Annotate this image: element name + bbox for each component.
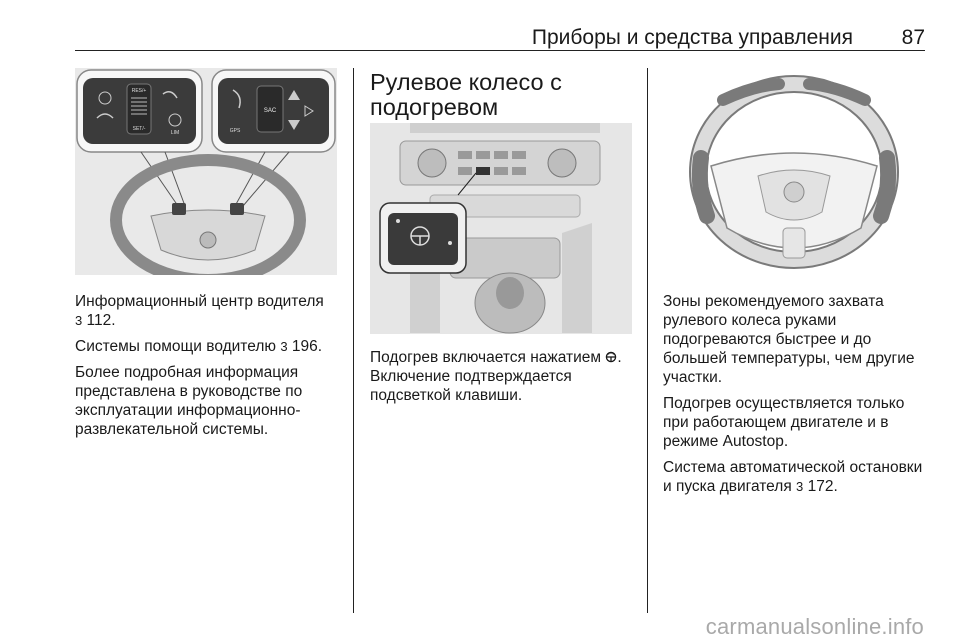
right-column-text <box>663 292 928 503</box>
label-gps: GPS <box>229 128 241 134</box>
paragraph-driver-assist: Системы помощи водителю 3 196. <box>75 338 323 355</box>
heated-steering-wheel-icon <box>605 349 617 366</box>
reference-arrow-icon: 3 <box>280 339 288 354</box>
label-sac: SAC <box>263 108 277 114</box>
page-ref-link[interactable]: 196. <box>291 338 323 355</box>
paragraph-heating-activation: Подогрев включается нажатием . Включение подтверждается подсветкой клавиши. <box>370 349 622 404</box>
center-console-illustration <box>370 123 632 334</box>
label-lim: LIM <box>170 130 180 136</box>
column-divider-1 <box>353 68 354 613</box>
watermark: carmanualsonline.info <box>705 614 924 639</box>
middle-column-text <box>370 348 640 412</box>
paragraph-grip-zones: Зоны рекомендуемого захвата рулевого колеса руками подогреваются быстрее и до большей температуры, чем другие участки. <box>663 293 915 386</box>
figure-heated-wheel-button <box>370 123 632 334</box>
page-number: 87 <box>901 26 925 49</box>
paragraph-stop-start: Система автоматической остановки и пуска двигателя 3 172. <box>663 459 923 495</box>
left-column-text <box>75 292 345 446</box>
page-ref-link[interactable]: 112. <box>86 312 116 329</box>
reference-arrow-icon: 3 <box>75 313 83 328</box>
label-set: SET/- <box>132 126 146 132</box>
paragraph-driver-info: Информационный центр водителя 3 112. <box>75 293 324 329</box>
figure-heated-zones <box>663 68 925 275</box>
heated-zones-illustration <box>663 68 925 275</box>
page-ref-link[interactable]: 172. <box>807 478 838 495</box>
page-title: Приборы и средства управления <box>531 26 853 49</box>
reference-arrow-icon: 3 <box>796 479 804 494</box>
label-res: RES/+ <box>131 88 147 94</box>
paragraph-heating-condition: Подогрев осуществляется только при работающем двигателе и в режиме Autostop. <box>663 395 905 450</box>
column-divider-2 <box>647 68 648 613</box>
steering-controls-illustration <box>75 68 337 275</box>
header-rule <box>75 50 925 51</box>
paragraph-more-info: Более подробная информация представлена в руководстве по эксплуатации информационно-развлекательной системы. <box>75 364 303 438</box>
section-title: Рулевое колесо с подогревом <box>370 69 562 120</box>
figure-steering-controls <box>75 68 337 275</box>
page-header <box>75 26 925 50</box>
